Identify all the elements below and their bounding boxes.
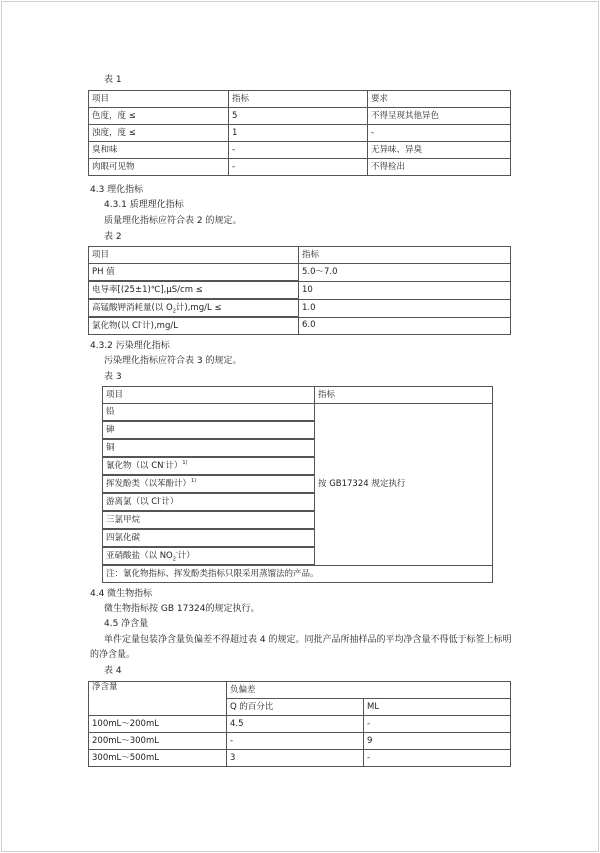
table-row bbox=[89, 716, 511, 733]
merged-value-cell: 按 GB17324 规定执行 bbox=[315, 404, 493, 566]
subscript: 2 bbox=[172, 556, 176, 563]
table-cell: 肉眼可见物 bbox=[89, 159, 229, 176]
table-cell: 10 bbox=[299, 281, 511, 299]
table-header-row bbox=[89, 91, 511, 108]
table4 bbox=[88, 681, 511, 767]
table-row bbox=[89, 108, 511, 125]
table-cell bbox=[103, 457, 315, 475]
table-row bbox=[89, 142, 511, 159]
section-heading: 4.3 理化指标 bbox=[90, 185, 144, 195]
table-cell bbox=[89, 317, 299, 335]
table-cell: 6.0 bbox=[299, 317, 511, 335]
table-row bbox=[89, 264, 511, 282]
table-cell: 1.0 bbox=[299, 299, 511, 317]
text-run: 计） bbox=[165, 460, 183, 471]
text-run: 氰化物（以 CN bbox=[106, 460, 164, 471]
table-cell: 100mL～200mL bbox=[89, 716, 227, 733]
header-cell: 净含量 bbox=[89, 682, 227, 716]
paragraph: 质量理化指标应符合表 2 的规定。 bbox=[104, 216, 242, 226]
table-row bbox=[103, 404, 493, 422]
table-cell: 3 bbox=[227, 750, 364, 767]
text-run: 计),mg/L ≤ bbox=[175, 302, 222, 313]
table-cell: 浊度，度 ≤ bbox=[89, 125, 229, 142]
paragraph-line: 的净含量。 bbox=[90, 650, 136, 660]
text-run: 高锰酸钾消耗量(以 O bbox=[92, 302, 173, 313]
table-cell bbox=[103, 547, 315, 565]
table-footnote: 注：氰化物指标、挥发酚类指标只限采用蒸馏法的产品。 bbox=[103, 565, 493, 583]
superscript: - bbox=[159, 495, 162, 502]
table-cell: 色度，度 ≤ bbox=[89, 108, 229, 125]
table2-caption: 表 2 bbox=[104, 232, 122, 242]
table-cell: 不得检出 bbox=[368, 159, 511, 176]
table-cell: 三氯甲烷 bbox=[103, 511, 315, 529]
table-cell: 200mL～300mL bbox=[89, 733, 227, 750]
table-cell: PH 值 bbox=[89, 264, 299, 282]
section-heading: 4.5 净含量 bbox=[104, 619, 149, 629]
header-cell: Q 的百分比 bbox=[227, 699, 364, 716]
sub-heading: 4.3.2 污染理化指标 bbox=[90, 341, 170, 351]
text-run: 计） bbox=[161, 496, 179, 507]
paragraph: 微生物指标按 GB 17324的规定执行。 bbox=[104, 604, 260, 614]
table-cell: - bbox=[227, 733, 364, 750]
table-cell bbox=[103, 493, 315, 511]
table-cell: - bbox=[368, 125, 511, 142]
table-header-row bbox=[89, 682, 511, 699]
paragraph: 污染理化指标应符合表 3 的规定。 bbox=[104, 356, 242, 366]
table-cell: - bbox=[364, 716, 511, 733]
section-heading: 4.4 微生物指标 bbox=[90, 589, 153, 599]
text-run: 挥发酚类（以苯酚计） bbox=[106, 478, 192, 489]
table-row bbox=[89, 281, 511, 299]
header-cell: 指标 bbox=[315, 387, 493, 404]
footnote-marker: 1) bbox=[182, 459, 188, 466]
header-cell: 要求 bbox=[368, 91, 511, 108]
header-cell: 负偏差 bbox=[227, 682, 511, 699]
table2 bbox=[88, 246, 511, 335]
table-cell: 四氯化碳 bbox=[103, 529, 315, 547]
footnote-marker: 1) bbox=[191, 477, 197, 484]
header-cell: 项目 bbox=[89, 91, 229, 108]
subscript: 2 bbox=[172, 308, 176, 315]
paragraph-line: 单件定量包装净含量负偏差不得超过表 4 的规定。同批产品所抽样品的平均净含量不得低于标签上标明 bbox=[104, 635, 512, 645]
table-cell: 9 bbox=[364, 733, 511, 750]
text-run: 氯化物(以 Cl bbox=[92, 320, 141, 331]
superscript: - bbox=[163, 459, 166, 466]
table-row bbox=[89, 317, 511, 335]
table-header-row bbox=[89, 247, 511, 264]
table-row bbox=[89, 750, 511, 767]
header-cell: 项目 bbox=[89, 247, 299, 264]
superscript: - bbox=[140, 319, 143, 326]
table1 bbox=[88, 90, 511, 176]
table-cell: - bbox=[229, 142, 368, 159]
header-cell: 项目 bbox=[103, 387, 315, 404]
table4-caption: 表 4 bbox=[104, 666, 122, 676]
table-row bbox=[89, 125, 511, 142]
text-run: 计),mg/L bbox=[142, 320, 178, 331]
table-cell: 铜 bbox=[103, 439, 315, 457]
table-row bbox=[89, 733, 511, 750]
table-cell: 5.0～7.0 bbox=[299, 264, 511, 282]
table-cell: 电导率[(25±1)℃],μS/cm ≤ bbox=[89, 281, 299, 299]
text-run: 游离氯（以 Cl bbox=[106, 496, 160, 507]
table-cell: 300mL～500mL bbox=[89, 750, 227, 767]
table-row bbox=[89, 159, 511, 176]
table3-caption: 表 3 bbox=[104, 372, 122, 382]
table-footnote-row bbox=[103, 565, 493, 583]
table-cell: 铅 bbox=[103, 404, 315, 422]
table3 bbox=[102, 386, 493, 583]
sub-heading: 4.3.1 质理理化指标 bbox=[104, 200, 184, 210]
table-cell bbox=[103, 475, 315, 493]
table-cell: - bbox=[364, 750, 511, 767]
text-run: 亚硝酸盐（以 NO bbox=[106, 550, 173, 561]
table1-caption: 表 1 bbox=[104, 75, 122, 85]
table-cell: 1 bbox=[229, 125, 368, 142]
table-cell: 4.5 bbox=[227, 716, 364, 733]
text-run: 计） bbox=[177, 550, 195, 561]
table-cell: - bbox=[229, 159, 368, 176]
table-cell: 砷 bbox=[103, 421, 315, 439]
table-cell: 臭和味 bbox=[89, 142, 229, 159]
table-cell: 不得呈现其他异色 bbox=[368, 108, 511, 125]
header-cell: 指标 bbox=[229, 91, 368, 108]
table-cell: 无异味、异臭 bbox=[368, 142, 511, 159]
table-row bbox=[89, 299, 511, 317]
header-cell: ML bbox=[364, 699, 511, 716]
header-cell: 指标 bbox=[299, 247, 511, 264]
table-cell: 5 bbox=[229, 108, 368, 125]
table-header-row bbox=[103, 387, 493, 404]
table-cell bbox=[89, 299, 299, 317]
superscript: - bbox=[175, 549, 178, 556]
